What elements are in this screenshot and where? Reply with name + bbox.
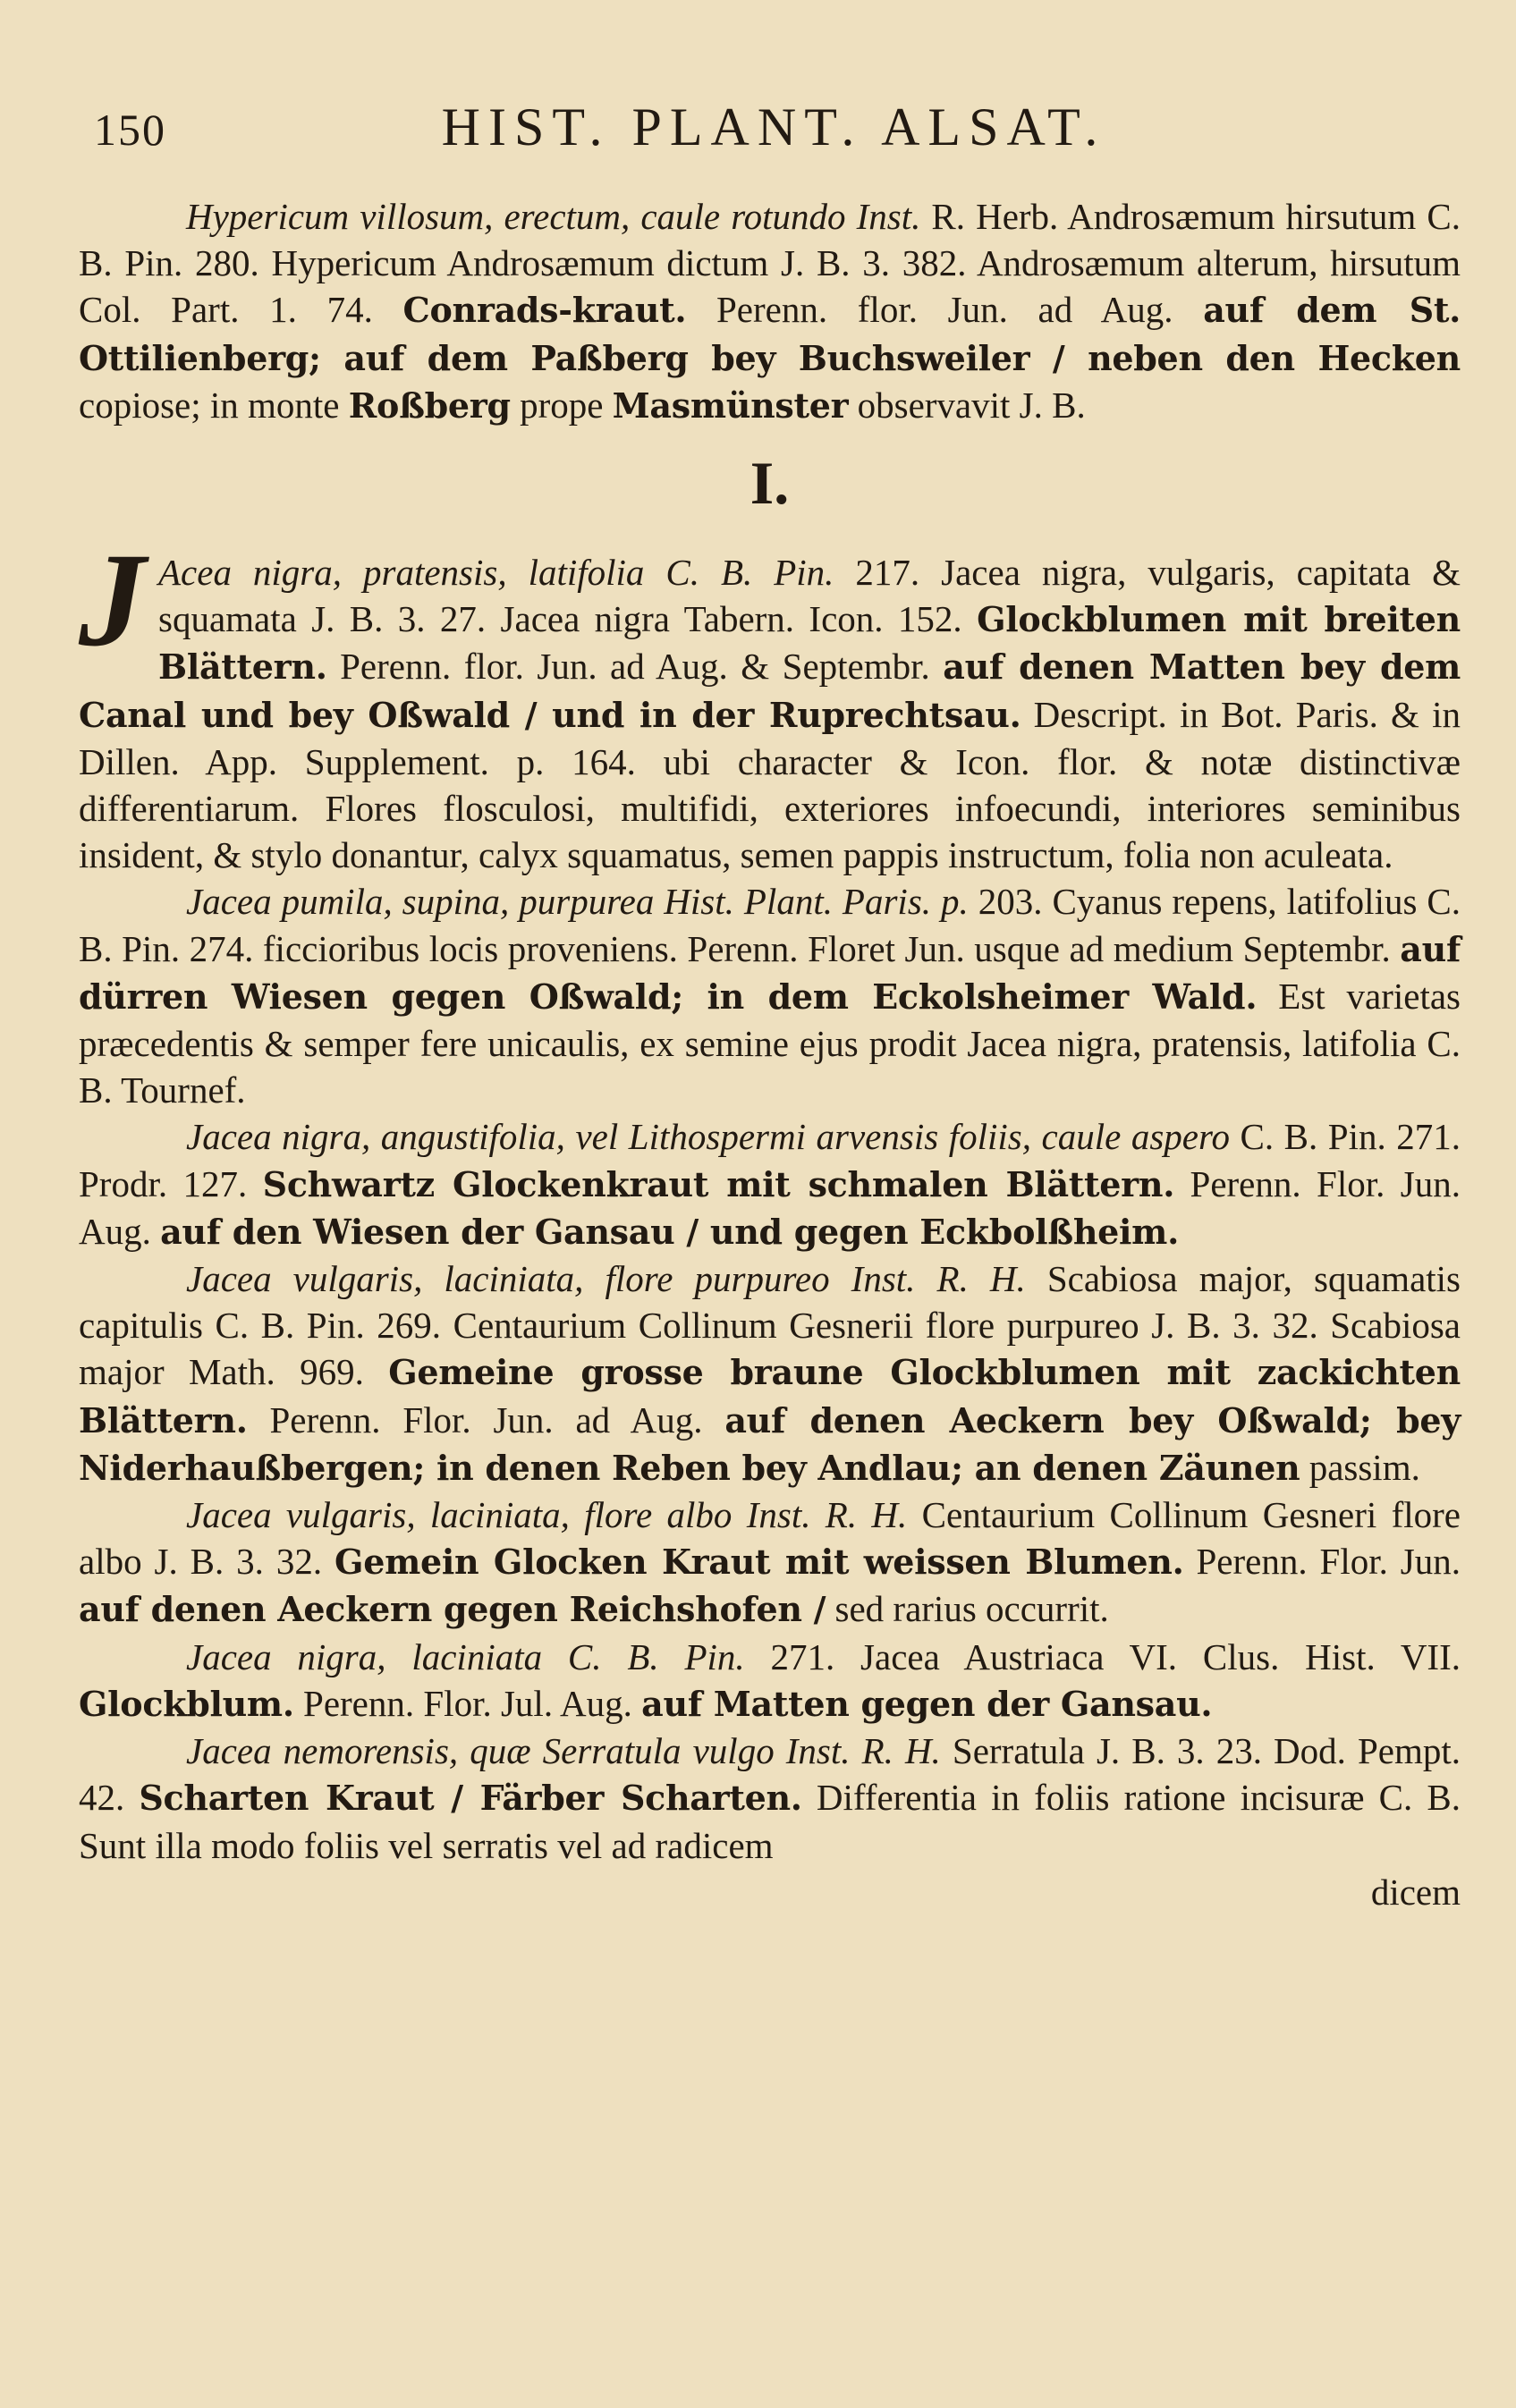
- entry-text: Perenn. Flor. Jun. ad Aug.: [269, 1398, 703, 1441]
- german-name: Glockblum.: [79, 1683, 294, 1724]
- section-heading: I.: [750, 449, 790, 518]
- german-locality: auf den Wiesen der Gansau / und gegen Eckbolßheim.: [160, 1211, 1180, 1252]
- entry-jacea-nigra: [79, 526, 1461, 878]
- german-locality: auf denen Aeckern bey Oßwald; bey Niderhaußbergen; in denen Reben bey Andlau; an denen Zäunen: [79, 1399, 1461, 1488]
- entry-jacea-purpureo: [79, 1255, 1461, 1491]
- german-locality: auf denen Matten bey dem Canal und bey Oßwald / und in der Ruprechtsau.: [79, 646, 1461, 735]
- entry-text: Androsæmum hirsutum C. B. Pin. 280. Hypericum Androsæmum dictum J. B. 3. 382. Androsæmum alterum, hirsutum Col. Part. 1. 74.: [79, 196, 1461, 331]
- entry-text: sed rarius occurrit.: [834, 1588, 1109, 1630]
- entry-text: Perenn. flor. Jun. ad Aug.: [716, 289, 1173, 331]
- page-number: 150: [94, 105, 166, 155]
- entry-jacea-nemorensis: [79, 1728, 1461, 1869]
- entry-lead: Jacea nemorensis, quæ Serratula vulgo Inst. R. H.: [186, 1730, 941, 1772]
- german-name: Gemeine grosse braune Glockblumen mit zackichten Blättern.: [79, 1352, 1461, 1441]
- entry-text: prope: [520, 384, 604, 426]
- german-name: Glockblumen mit breiten Blättern.: [158, 599, 1461, 688]
- german-name: Gemein Glocken Kraut mit weissen Blumen.: [335, 1542, 1184, 1583]
- entry-lead: Acea nigra, pratensis, latifolia C. B. Pin.: [158, 552, 834, 594]
- german-locality: auf Matten gegen der Gansau.: [641, 1683, 1213, 1724]
- entry-text: Descript. in Bot. Paris. & in Dillen. App. Supplement. p. 164. ubi character & Icon. flor. & notæ distinctivæ differentiarum. Flores flosculosi, multifidi, exteriores infoecundi, interiores seminibus insident, & stylo donantur, calyx squamatus, semen pappis instructum, folia non aculeata.: [79, 693, 1461, 876]
- german-locality: Masmünster: [612, 384, 849, 426]
- entry-text: Serratula J. B. 3. 23. Dod. Pempt. 42.: [79, 1730, 1461, 1819]
- entry-text: C. B. Pin. 271. Prodr. 127.: [79, 1116, 1461, 1204]
- entry-text: copiose; in monte: [79, 384, 340, 426]
- entry-lead: Jacea vulgaris, laciniata, flore purpureo Inst. R. H.: [186, 1258, 1026, 1300]
- entry-text: Perenn. Flor. Jun.: [1196, 1541, 1461, 1583]
- entry-jacea-angustifolia: [79, 1113, 1461, 1255]
- entry-text: Est varietas præcedentis & semper fere unicaulis, ex semine ejus prodit Jacea nigra, pratensis, latifolia C. B. Tournef.: [79, 975, 1461, 1111]
- drop-cap: J: [79, 526, 146, 675]
- catchword: dicem: [1370, 1871, 1461, 1913]
- entry-lead: Jacea pumila, supina, purpurea Hist. Plant. Paris. p.: [186, 881, 969, 923]
- german-name: Schwartz Glockenkraut mit schmalen Blättern.: [262, 1163, 1175, 1204]
- entry-lead: Jacea nigra, laciniata C. B. Pin.: [186, 1635, 745, 1677]
- page-header: [94, 97, 1453, 168]
- german-locality: Roßberg: [348, 384, 511, 426]
- entry-text: Perenn. flor. Jun. ad Aug. & Septembr.: [340, 646, 930, 688]
- running-title: HIST. PLANT. ALSAT.: [441, 97, 1106, 156]
- german-locality: auf denen Aeckern gegen Reichshofen /: [79, 1589, 826, 1630]
- entry-ref: R. Herb.: [931, 196, 1059, 237]
- entry-text: Scabiosa major, squamatis capitulis C. B. Pin. 269. Centaurium Collinum Gesnerii flore purpureo J. B. 3. 32. Scabiosa major Math. 969.: [79, 1258, 1461, 1393]
- entry-text: Differentia in foliis ratione incisuræ C. B. Sunt illa modo foliis vel serratis vel ad radicem: [79, 1777, 1461, 1866]
- entry-lead: Hypericum villosum, erectum, caule rotundo Inst.: [186, 196, 921, 237]
- entry-text: passim.: [1309, 1446, 1420, 1488]
- entry-hypericum: [79, 193, 1461, 429]
- entry-text: 217. Jacea nigra, vulgaris, capitata & squamata J. B. 3. 27. Jacea nigra Tabern. Icon. 152.: [158, 552, 1461, 640]
- german-name: Scharten Kraut / Färber Scharten.: [139, 1778, 802, 1819]
- entry-lead: Jacea nigra, angustifolia, vel Lithospermi arvensis foliis, caule aspero: [186, 1116, 1230, 1158]
- entry-jacea-laciniata: [79, 1634, 1461, 1728]
- entry-lead: Jacea vulgaris, laciniata, flore albo Inst. R. H.: [186, 1494, 908, 1536]
- entry-jacea-albo: [79, 1491, 1461, 1634]
- entry-text: 271. Jacea Austriaca VI. Clus. Hist. VII.: [770, 1635, 1461, 1677]
- german-name: Conrads-kraut.: [402, 290, 687, 331]
- entry-text: 203. Cyanus repens, latifolius C. B. Pin. 274. ficcioribus locis proveniens. Perenn. Floret Jun. usque ad medium Septembr.: [79, 881, 1461, 969]
- entry-text: Centaurium Collinum Gesneri flore albo J. B. 3. 32.: [79, 1494, 1461, 1583]
- entry-jacea-pumila: [79, 878, 1461, 1113]
- entry-text: observavit J. B.: [857, 384, 1086, 426]
- page-body: [79, 193, 1461, 1915]
- german-locality: auf dürren Wiesen gegen Oßwald; in dem Eckolsheimer Wald.: [79, 928, 1461, 1017]
- entry-text: Perenn. Flor. Jul. Aug.: [303, 1682, 632, 1724]
- german-locality: auf dem St. Ottilienberg; auf dem Paßberg bey Buchsweiler / neben den Hecken: [79, 290, 1461, 378]
- entry-text: Perenn. Flor. Jun. Aug.: [79, 1162, 1461, 1252]
